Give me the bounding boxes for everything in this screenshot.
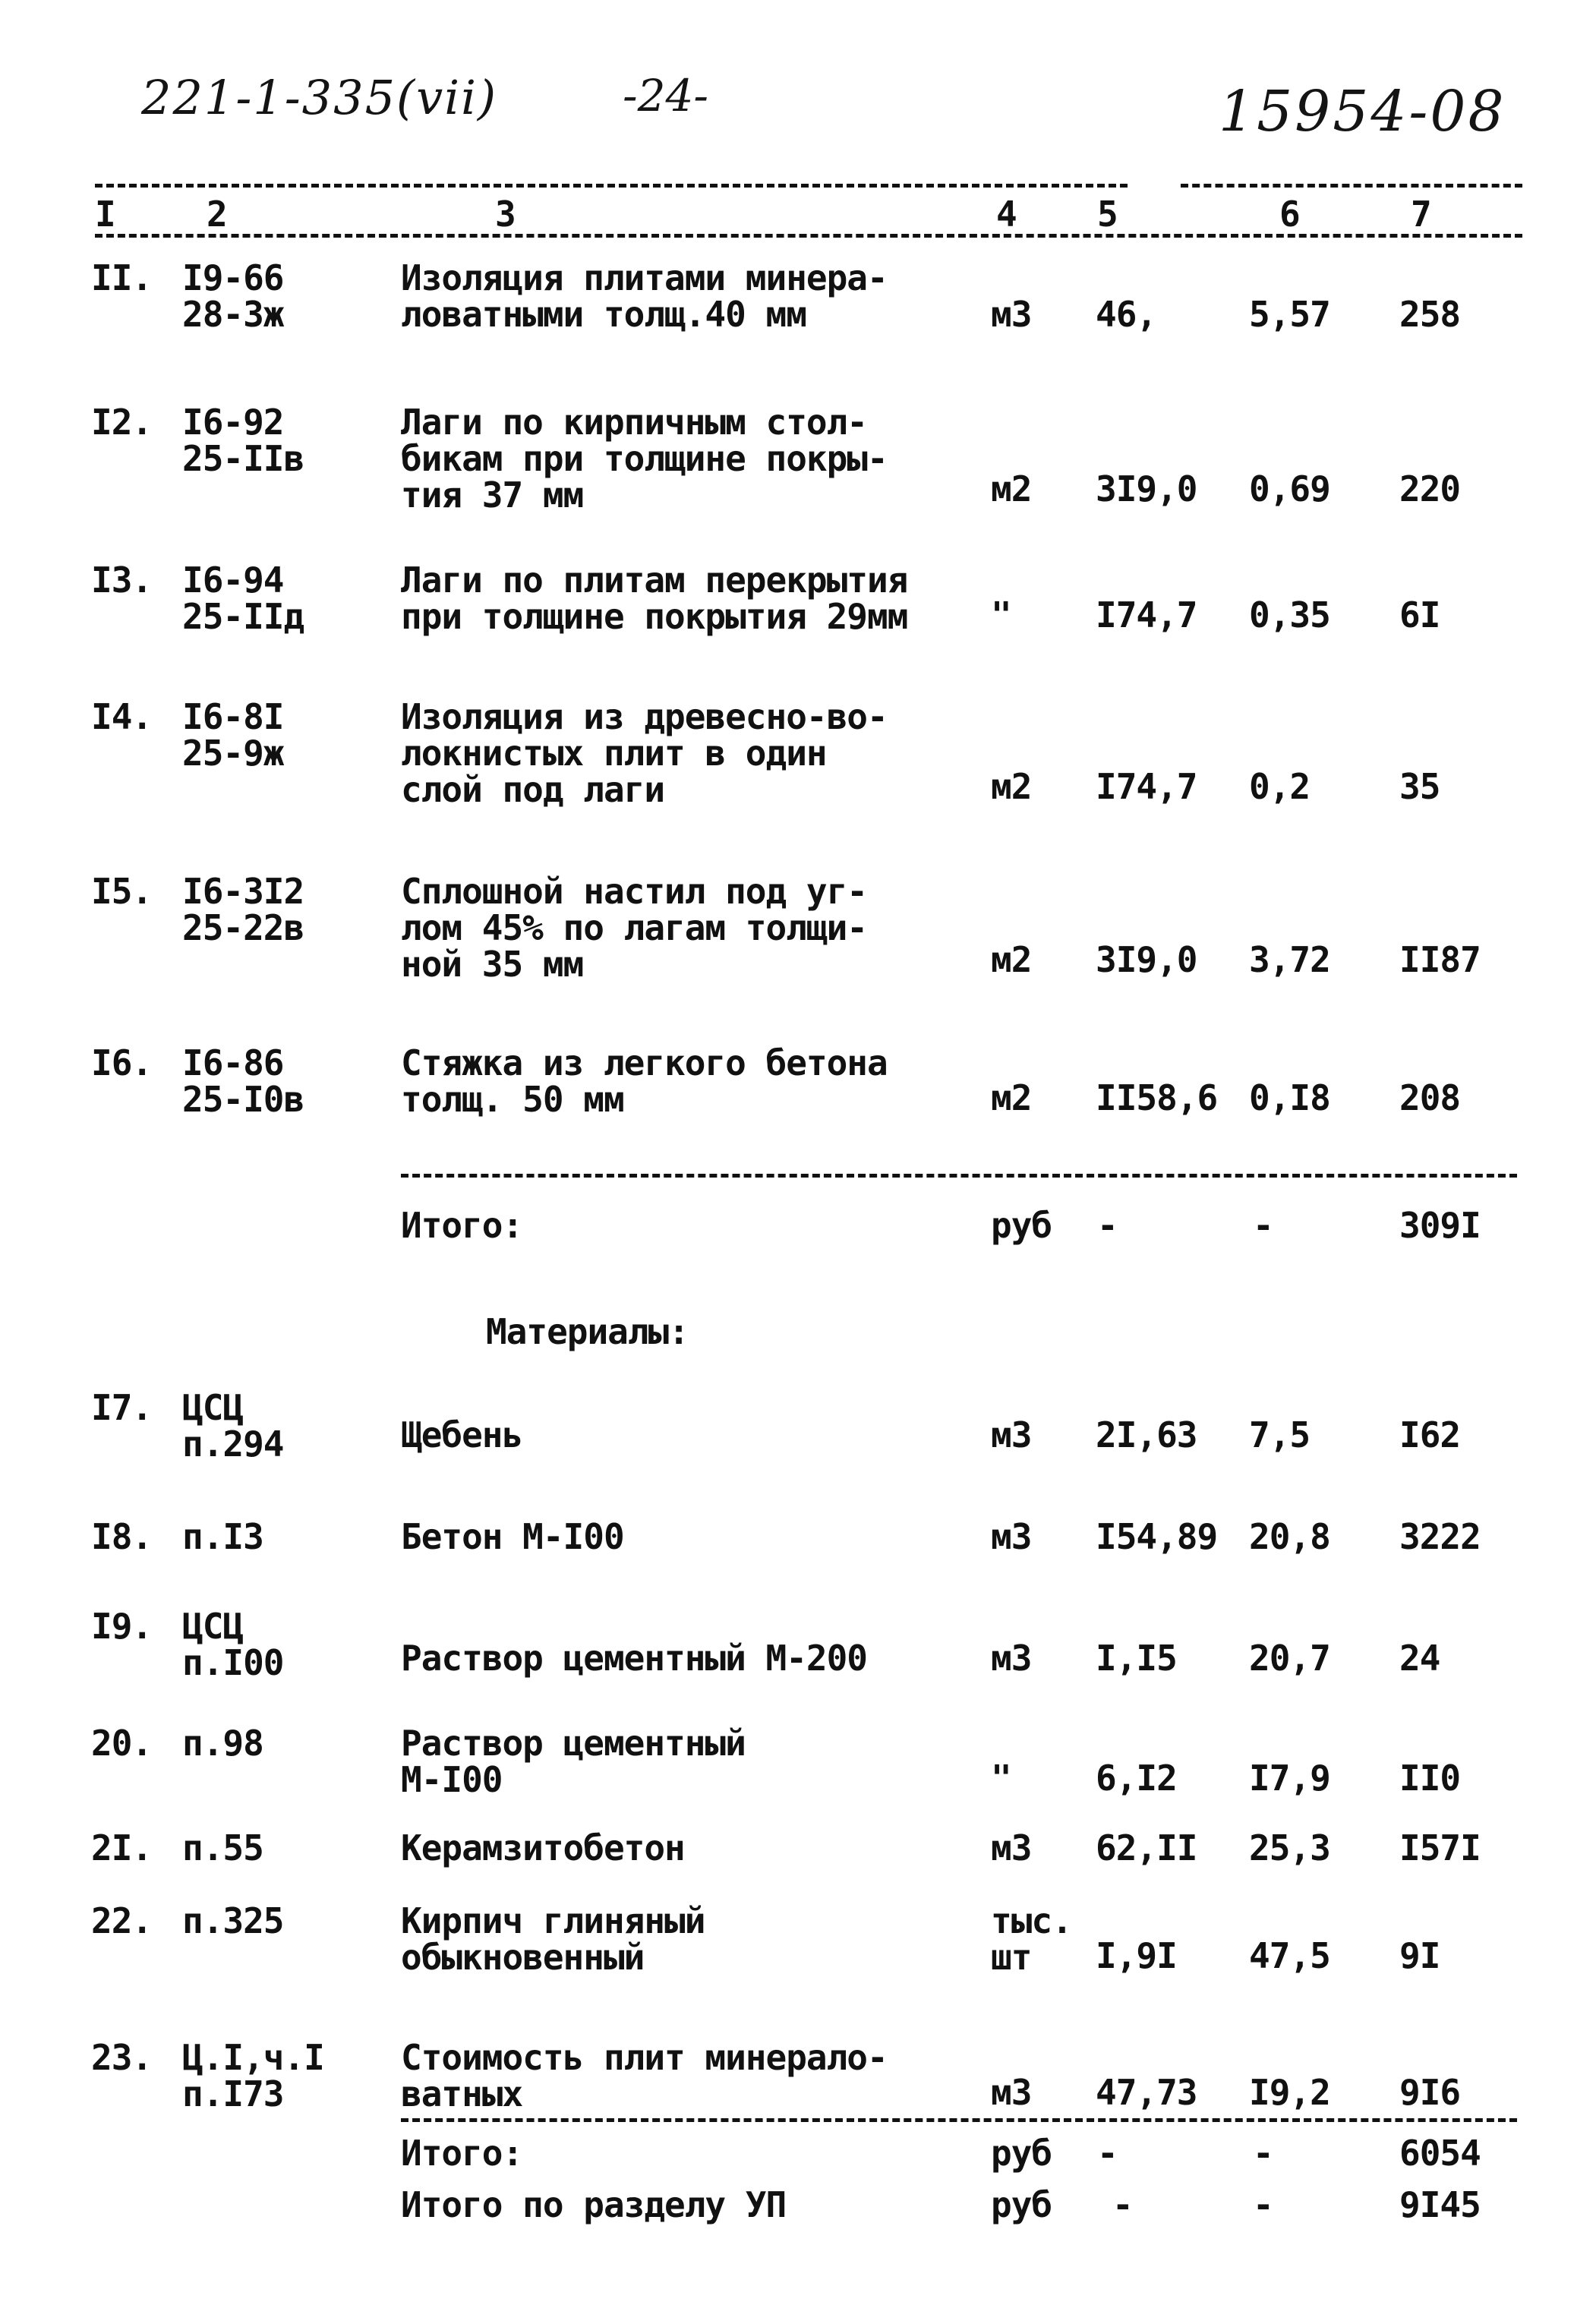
subtotal-price: - — [1253, 1205, 1273, 1246]
row-number: I3. — [91, 560, 153, 601]
row-unit: м2 — [991, 939, 1032, 980]
row-total: I62 — [1399, 1414, 1461, 1455]
section-total-quantity: - — [1112, 2184, 1133, 2225]
row-price: 0,69 — [1249, 468, 1330, 509]
column-header-1: I — [95, 194, 115, 235]
row-code: I6-92 25-IIв — [182, 402, 304, 479]
row-unit: м3 — [991, 294, 1032, 335]
row-price: I9,2 — [1249, 2072, 1330, 2113]
row-total: 6I — [1399, 594, 1440, 635]
row-number: I8. — [91, 1516, 153, 1557]
row-code: I6-86 25-I0в — [182, 1042, 304, 1120]
row-unit: м2 — [991, 468, 1032, 509]
header-top-rule-right — [1181, 184, 1522, 188]
materials-subtotal-unit: руб — [991, 2133, 1052, 2174]
materials-total-rule — [401, 2118, 1517, 2122]
row-price: 7,5 — [1249, 1414, 1311, 1455]
row-price: 3,72 — [1249, 939, 1330, 980]
column-header-7: 7 — [1411, 194, 1431, 235]
row-code: I6-94 25-IIд — [182, 560, 304, 637]
row-number: 22. — [91, 1900, 153, 1941]
materials-subtotal-quantity: - — [1097, 2133, 1118, 2174]
row-code: ЦСЦ п.I00 — [182, 1606, 284, 1683]
row-unit: м3 — [991, 2072, 1032, 2113]
column-header-6: 6 — [1279, 194, 1300, 235]
row-unit: " — [991, 594, 1011, 635]
row-total: 9I — [1399, 1935, 1440, 1976]
row-code: п.325 — [182, 1900, 284, 1941]
materials-heading: Материалы: — [486, 1311, 689, 1352]
column-header-4: 4 — [996, 194, 1017, 235]
row-number: 23. — [91, 2037, 153, 2078]
row-number: I7. — [91, 1387, 153, 1428]
row-quantity: 3I9,0 — [1096, 468, 1197, 509]
row-price: 25,3 — [1249, 1827, 1330, 1868]
row-total: 208 — [1399, 1077, 1461, 1118]
row-price: I7,9 — [1249, 1758, 1330, 1799]
materials-subtotal-label: Итого: — [401, 2133, 523, 2174]
row-code: п.55 — [182, 1827, 263, 1868]
row-price: 20,7 — [1249, 1638, 1330, 1679]
row-quantity: I74,7 — [1096, 766, 1197, 807]
subtotal-rule — [401, 1174, 1517, 1178]
row-unit: м3 — [991, 1414, 1032, 1455]
row-unit: м2 — [991, 1077, 1032, 1118]
row-quantity: 3I9,0 — [1096, 939, 1197, 980]
row-price: 20,8 — [1249, 1516, 1330, 1557]
section-total-unit: руб — [991, 2184, 1052, 2225]
row-unit: м2 — [991, 766, 1032, 807]
section-total-label: Итого по разделу УП — [401, 2184, 787, 2225]
subtotal-unit: руб — [991, 1205, 1052, 1246]
row-total: II0 — [1399, 1758, 1461, 1799]
row-price: 5,57 — [1249, 294, 1330, 335]
row-quantity: 2I,63 — [1096, 1414, 1197, 1455]
row-name: Лаги по плитам перекрытия при толщине покрытия 29мм — [401, 560, 908, 637]
row-name: Бетон М-I00 — [401, 1516, 624, 1557]
document-code-right: 15954-08 — [1219, 79, 1506, 144]
materials-subtotal-price: - — [1253, 2133, 1273, 2174]
row-unit: м3 — [991, 1638, 1032, 1679]
row-code: ЦСЦ п.294 — [182, 1387, 284, 1465]
row-total: I57I — [1399, 1827, 1481, 1868]
row-quantity: I74,7 — [1096, 594, 1197, 635]
row-price: 0,2 — [1249, 766, 1311, 807]
row-number: 20. — [91, 1723, 153, 1764]
row-code: п.98 — [182, 1723, 263, 1764]
row-number: I6. — [91, 1042, 153, 1083]
column-header-3: 3 — [495, 194, 516, 235]
row-quantity: II58,6 — [1096, 1077, 1218, 1118]
row-quantity: I54,89 — [1096, 1516, 1218, 1557]
row-total: 35 — [1399, 766, 1440, 807]
row-price: 0,35 — [1249, 594, 1330, 635]
page-number: -24- — [623, 70, 708, 121]
row-total: 3222 — [1399, 1516, 1481, 1557]
section-total-total: 9I45 — [1399, 2184, 1481, 2225]
header-bottom-rule — [95, 234, 1522, 238]
row-number: II. — [91, 257, 153, 298]
row-name: Стоимость плит минерало- ватных — [401, 2037, 888, 2114]
materials-subtotal-total: 6054 — [1399, 2133, 1481, 2174]
row-name: Изоляция плитами минера- ловатными толщ.40 мм — [401, 257, 888, 335]
subtotal-label: Итого: — [401, 1205, 523, 1246]
column-header-2: 2 — [207, 194, 227, 235]
row-total: 220 — [1399, 468, 1461, 509]
row-name: Кирпич глиняный обыкновенный — [401, 1900, 705, 1978]
row-total: 24 — [1399, 1638, 1440, 1679]
column-header-5: 5 — [1097, 194, 1118, 235]
row-price: 0,I8 — [1249, 1077, 1330, 1118]
row-quantity: I,9I — [1096, 1935, 1177, 1976]
row-number: I2. — [91, 402, 153, 443]
row-name: Стяжка из легкого бетона толщ. 50 мм — [401, 1042, 888, 1120]
row-name: Раствор цементный М-200 — [401, 1638, 867, 1679]
row-code: I6-8I 25-9ж — [182, 696, 284, 774]
row-quantity: 6,I2 — [1096, 1758, 1177, 1799]
section-total-price: - — [1253, 2184, 1273, 2225]
row-quantity: 47,73 — [1096, 2072, 1197, 2113]
row-code: I9-66 28-3ж — [182, 257, 284, 335]
row-number: I5. — [91, 871, 153, 912]
header-top-rule — [95, 184, 1128, 188]
row-name: Керамзитобетон — [401, 1827, 685, 1868]
row-number: I4. — [91, 696, 153, 737]
row-unit: м3 — [991, 1827, 1032, 1868]
row-code: Ц.I,ч.I п.I73 — [182, 2037, 324, 2114]
row-price: 47,5 — [1249, 1935, 1330, 1976]
row-total: 258 — [1399, 294, 1461, 335]
row-total: II87 — [1399, 939, 1481, 980]
row-code: I6-3I2 25-22в — [182, 871, 304, 948]
row-total: 9I6 — [1399, 2072, 1461, 2113]
row-number: 2I. — [91, 1827, 153, 1868]
row-quantity: I,I5 — [1096, 1638, 1177, 1679]
row-number: I9. — [91, 1606, 153, 1647]
row-quantity: 62,II — [1096, 1827, 1197, 1868]
row-name: Изоляция из древесно-во- локнистых плит в один слой под лаги — [401, 696, 888, 810]
row-unit: тыс. шт — [991, 1900, 1072, 1978]
row-unit: " — [991, 1758, 1011, 1799]
subtotal-total: 309I — [1399, 1205, 1481, 1246]
document-code-left: 221-1-335(vii) — [141, 70, 498, 125]
row-name: Щебень — [401, 1414, 523, 1455]
row-name: Раствор цементный М-I00 — [401, 1723, 746, 1800]
subtotal-quantity: - — [1097, 1205, 1118, 1246]
row-name: Лаги по кирпичным стол- бикам при толщине покры- тия 37 мм — [401, 402, 888, 516]
row-name: Сплошной настил под уг- лом 45% по лагам толщи- ной 35 мм — [401, 871, 867, 985]
row-unit: м3 — [991, 1516, 1032, 1557]
row-quantity: 46, — [1096, 294, 1157, 335]
row-code: п.I3 — [182, 1516, 263, 1557]
